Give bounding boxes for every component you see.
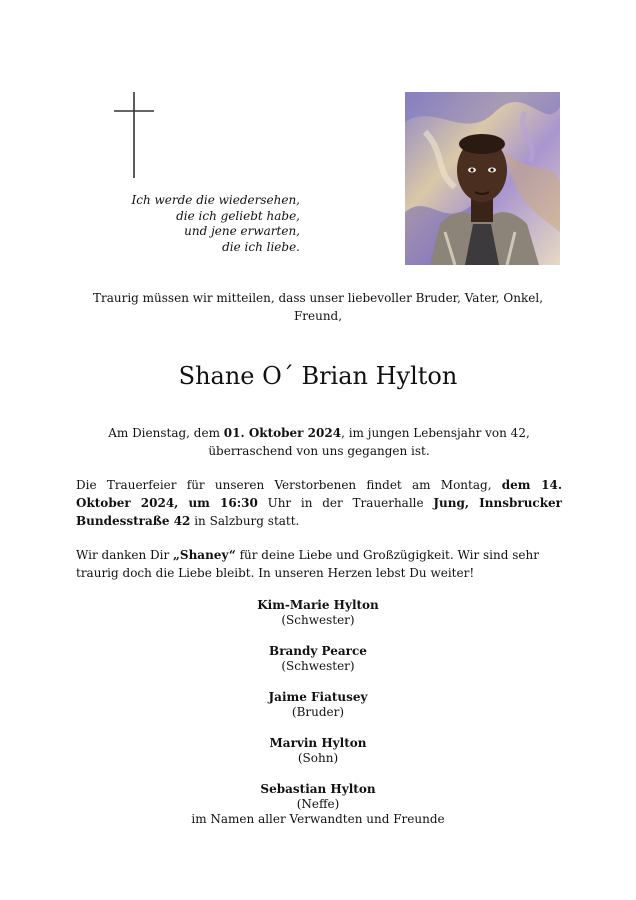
mourner-name: Marvin Hylton <box>269 736 367 750</box>
funeral-datetime: dem 14. Oktober 2024, um 16:30 <box>76 478 563 510</box>
nickname: „Shaney“ <box>173 548 236 562</box>
poem-line: die ich liebe. <box>222 239 300 254</box>
p1-text-a: Am Dienstag, dem <box>108 426 224 440</box>
p3-text-a: Wir danken Dir <box>76 548 174 562</box>
deceased-name: Shane O´ Brian Hylton <box>178 362 458 390</box>
cross-icon <box>112 92 156 178</box>
p2-text-c: in Salzburg statt. <box>190 514 300 528</box>
poem-line: und jene erwarten, <box>184 224 300 238</box>
portrait-photo <box>405 92 560 265</box>
funeral-place: Jung, Innsbrucker Bundesstraße 42 <box>76 496 562 528</box>
poem-line: Ich werde die wiedersehen, <box>131 193 300 207</box>
mourner-name: Sebastian Hylton <box>260 782 376 796</box>
mourner <box>0 690 636 736</box>
mourner <box>0 598 636 644</box>
mourner-relation: (Bruder) <box>291 705 345 719</box>
mourner-relation: (Neffe) <box>296 797 340 811</box>
funeral-paragraph <box>76 476 562 530</box>
p1-text-b: , im jungen Lebensjahr von 42, überraschend von uns gegangen ist. <box>208 426 530 458</box>
mourner <box>0 736 636 782</box>
p2-text-b: Uhr in der Trauerhalle <box>257 496 434 510</box>
death-date: 01. Oktober 2024 <box>223 426 342 440</box>
mourner-relation: (Schwester) <box>281 659 355 673</box>
poem-line: die ich geliebt habe, <box>176 208 300 223</box>
mourner-relation: (Sohn) <box>297 751 339 765</box>
p2-text-a: Die Trauerfeier für unseren Verstorbenen findet am Montag, <box>76 478 502 492</box>
poem <box>110 193 300 255</box>
thanks-paragraph <box>76 546 562 582</box>
mourner-name: Jaime Fiatusey <box>268 690 368 704</box>
death-notice-paragraph <box>76 424 562 460</box>
intro-text: Traurig müssen wir mitteilen, dass unser liebevoller Bruder, Vater, Onkel, Freund, <box>92 291 544 323</box>
p3-text-b: für deine Liebe und Großzügigkeit. Wir sind sehr traurig doch die Liebe bleibt. In unseren Herzen lebst Du weiter! <box>76 548 539 580</box>
mourner-name: Kim-Marie Hylton <box>257 598 379 612</box>
mourners-list <box>0 598 636 827</box>
mourner-relation: (Schwester) <box>281 613 355 627</box>
mourner-name: Brandy Pearce <box>269 644 367 658</box>
closing-line: im Namen aller Verwandten und Freunde <box>191 812 445 826</box>
mourner <box>0 644 636 690</box>
